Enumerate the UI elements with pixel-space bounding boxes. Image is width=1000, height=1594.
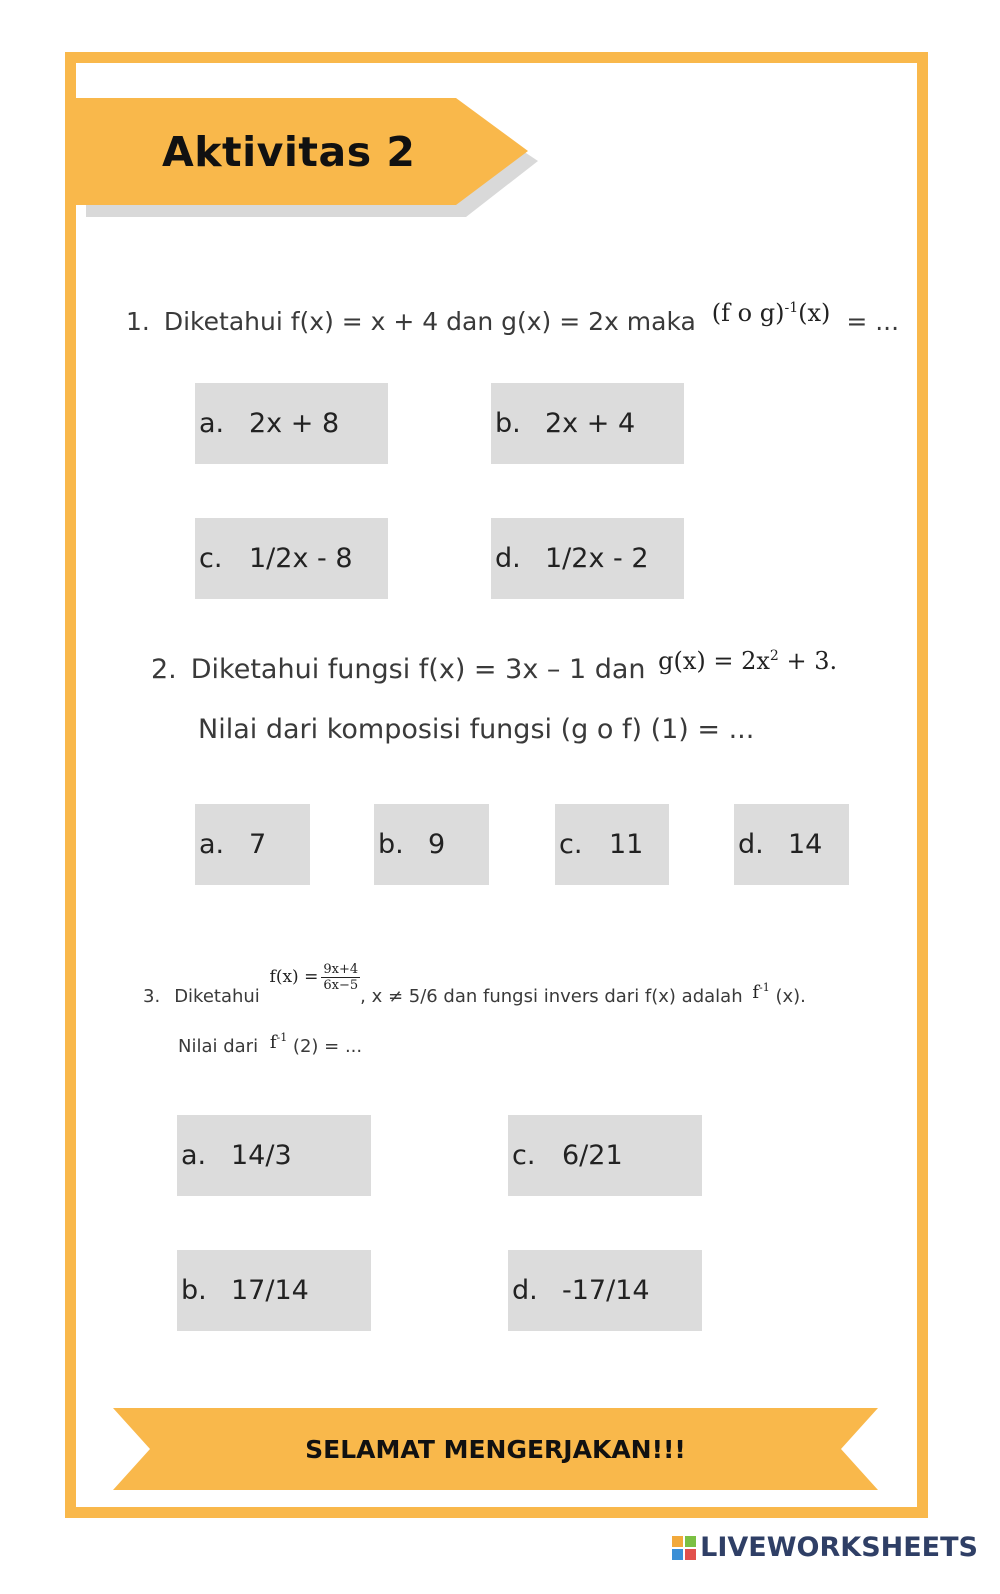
question-1: [126, 299, 900, 336]
q2-option-b[interactable]: b. 9: [374, 804, 489, 885]
question-text-mid: , x ≠ 5/6 dan fungsi invers dari f(x) adalah: [360, 986, 743, 1007]
question-text: Diketahui f(x) = x + 4 dan g(x) = 2x maka: [163, 307, 696, 336]
q1-option-a[interactable]: a. 2x + 8: [195, 383, 388, 464]
page-title: Aktivitas 2: [162, 128, 416, 176]
q1-option-b[interactable]: b. 2x + 4: [491, 383, 684, 464]
question-text: Diketahui fungsi f(x) = 3x – 1 dan: [190, 654, 646, 685]
q1-option-d[interactable]: d. 1/2x - 2: [491, 518, 684, 599]
q2-option-a[interactable]: a. 7: [195, 804, 310, 885]
liveworksheets-icon: [672, 1536, 696, 1560]
question-2-line-2: Nilai dari komposisi fungsi (g o f) (1) = ...: [198, 714, 755, 745]
q3-option-c[interactable]: c. 6/21: [508, 1115, 702, 1196]
question-number: 1.: [126, 307, 150, 336]
question-tail: = ...: [846, 307, 900, 336]
function-g-expression: $g(x) = 2x^2 + 3$.: [658, 647, 838, 675]
question-2: [151, 647, 845, 685]
inverse-function-symbol: $f^{-1}$: [269, 1031, 288, 1053]
q3-option-a[interactable]: a. 14/3: [177, 1115, 371, 1196]
question-3-line-2: Nilai dari $f^{-1}$ (2) = ...: [178, 1031, 363, 1057]
brand-name: LIVEWORKSHEETS: [700, 1532, 978, 1563]
footer-message: SELAMAT MENGERJAKAN!!!: [305, 1434, 686, 1464]
question-number: 3.: [143, 986, 161, 1007]
question-text: Diketahui: [174, 986, 260, 1007]
question-3: 3. Diketahui f(x) = $\frac{9x+4}{6x-5}$ , x ≠ 5/6 dan fungsi invers dari f(x) adalah $f^{-1}$ (x).: [143, 962, 806, 1007]
composition-inverse-expression: (f o g)$^{-1}$(x): [711, 299, 831, 327]
q1-option-c[interactable]: c. 1/2x - 8: [195, 518, 388, 599]
function-f-definition: f(x) = $\frac{9x+4}{6x-5}$: [269, 962, 359, 993]
brand-logo[interactable]: [672, 1532, 978, 1563]
q2-option-d[interactable]: d. 14: [734, 804, 849, 885]
q3-option-d[interactable]: d. -17/14: [508, 1250, 702, 1331]
q2-option-c[interactable]: c. 11: [555, 804, 669, 885]
question-number: 2.: [151, 654, 177, 685]
q3-option-b[interactable]: b. 17/14: [177, 1250, 371, 1331]
inverse-function-symbol: $f^{-1}$: [752, 981, 770, 1003]
